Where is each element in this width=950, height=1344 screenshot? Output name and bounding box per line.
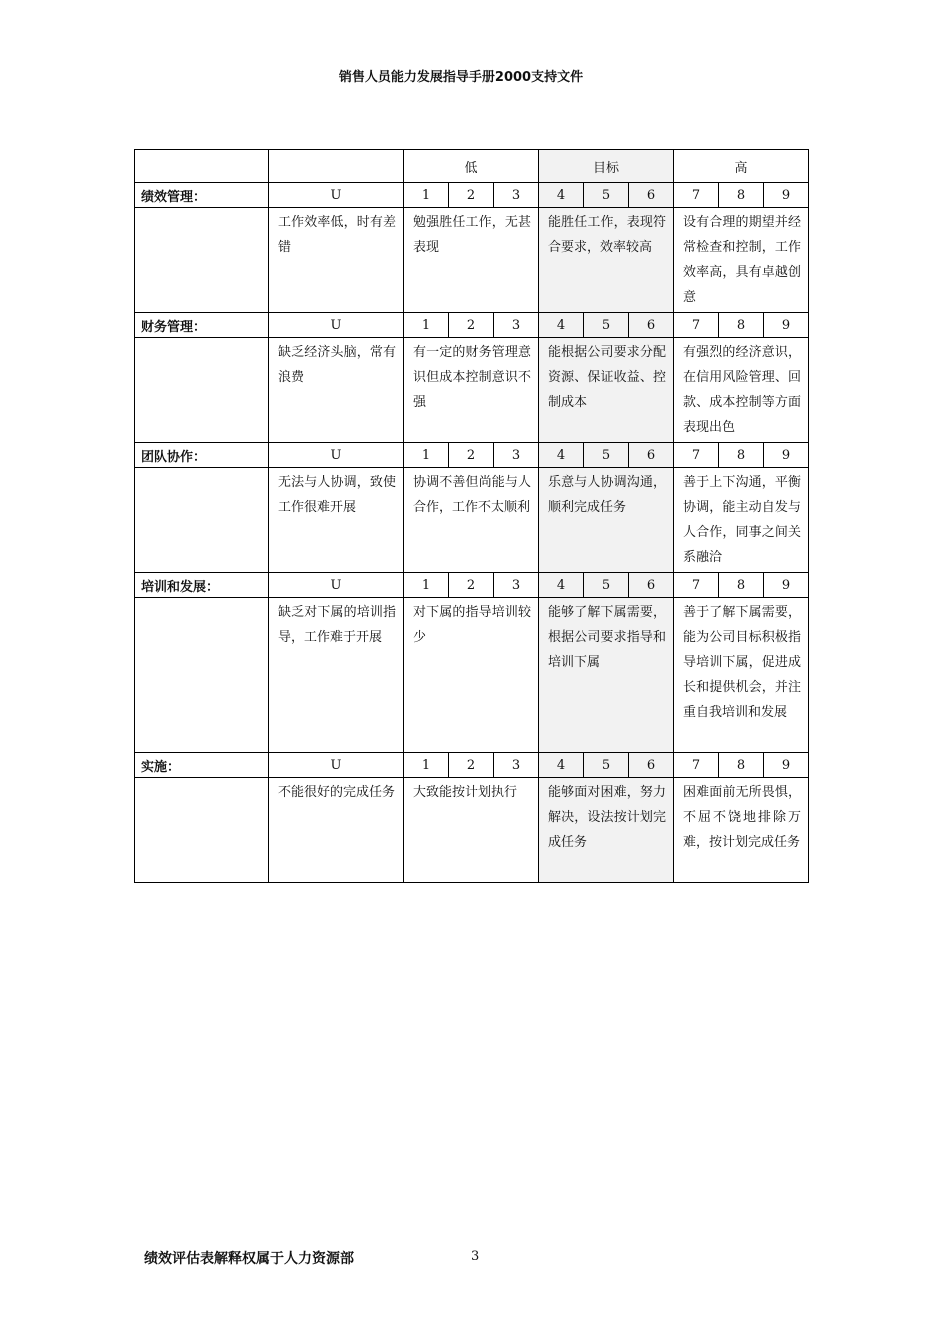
description-target: 能够了解下属需要，根据公司要求指导和培训下属 (539, 598, 674, 753)
description-u: 不能很好的完成任务 (269, 778, 404, 883)
score-row (135, 313, 809, 338)
score-row (135, 183, 809, 208)
score-cell-s4: 4 (539, 573, 584, 598)
category-label: 培训和发展： (135, 573, 269, 598)
description-row (135, 208, 809, 313)
category-label: 财务管理： (135, 313, 269, 338)
description-row (135, 468, 809, 573)
score-cell-s1: 1 (404, 183, 449, 208)
score-cell-s1: 1 (404, 443, 449, 468)
score-cell-s5: 5 (584, 313, 629, 338)
description-high: 善于了解下属需要，能为公司目标积极指导培训下属，促进成长和提供机会，并注重自我培训和发展 (674, 598, 809, 753)
score-cell-s8: 8 (719, 443, 764, 468)
header-u-cell (269, 150, 404, 183)
score-cell-s9: 9 (764, 443, 809, 468)
page-number: 3 (471, 1249, 480, 1264)
description-u: 无法与人协调，致使工作很难开展 (269, 468, 404, 573)
score-cell-s7: 7 (674, 573, 719, 598)
score-cell-s1: 1 (404, 753, 449, 778)
score-cell-s7: 7 (674, 183, 719, 208)
score-cell-s6: 6 (629, 443, 674, 468)
description-empty-cell (135, 778, 269, 883)
score-row (135, 443, 809, 468)
score-cell-s8: 8 (719, 313, 764, 338)
description-target: 乐意与人协调沟通，顺利完成任务 (539, 468, 674, 573)
score-cell-s6: 6 (629, 573, 674, 598)
score-cell-s5: 5 (584, 753, 629, 778)
rating-table (134, 149, 809, 883)
description-u: 缺乏经济头脑，常有浪费 (269, 338, 404, 443)
description-empty-cell (135, 468, 269, 573)
score-cell-s6: 6 (629, 313, 674, 338)
score-cell-s2: 2 (449, 573, 494, 598)
score-cell-s4: 4 (539, 183, 584, 208)
header-category-cell (135, 150, 269, 183)
category-label: 实施： (135, 753, 269, 778)
description-u: 缺乏对下属的培训指导，工作难于开展 (269, 598, 404, 753)
score-cell-s3: 3 (494, 313, 539, 338)
description-high: 困难面前无所畏惧，不屈不饶地排除万难，按计划完成任务 (674, 778, 809, 883)
description-empty-cell (135, 598, 269, 753)
score-cell-u: U (269, 313, 404, 338)
score-cell-s5: 5 (584, 443, 629, 468)
description-high: 有强烈的经济意识，在信用风险管理、回款、成本控制等方面表现出色 (674, 338, 809, 443)
score-cell-s8: 8 (719, 183, 764, 208)
score-cell-s2: 2 (449, 183, 494, 208)
score-cell-s3: 3 (494, 443, 539, 468)
description-row (135, 598, 809, 753)
description-low: 勉强胜任工作，无甚表现 (404, 208, 539, 313)
description-low: 对下属的指导培训较少 (404, 598, 539, 753)
score-cell-s2: 2 (449, 753, 494, 778)
score-cell-s2: 2 (449, 443, 494, 468)
score-cell-u: U (269, 443, 404, 468)
score-cell-u: U (269, 753, 404, 778)
score-cell-s9: 9 (764, 753, 809, 778)
score-cell-s9: 9 (764, 183, 809, 208)
score-cell-s3: 3 (494, 573, 539, 598)
score-cell-s5: 5 (584, 573, 629, 598)
score-row (135, 753, 809, 778)
category-label: 团队协作： (135, 443, 269, 468)
header-low: 低 (404, 150, 539, 183)
description-target: 能够面对困难，努力解决，设法按计划完成任务 (539, 778, 674, 883)
score-cell-s7: 7 (674, 313, 719, 338)
description-target: 能胜任工作，表现符合要求，效率较高 (539, 208, 674, 313)
score-cell-u: U (269, 573, 404, 598)
description-low: 协调不善但尚能与人合作，工作不太顺利 (404, 468, 539, 573)
description-u: 工作效率低，时有差错 (269, 208, 404, 313)
footer-text: 绩效评估表解释权属于人力资源部 (144, 1251, 354, 1267)
score-cell-s6: 6 (629, 753, 674, 778)
score-cell-s1: 1 (404, 313, 449, 338)
score-cell-s9: 9 (764, 313, 809, 338)
score-cell-s3: 3 (494, 183, 539, 208)
category-label: 绩效管理： (135, 183, 269, 208)
score-cell-s5: 5 (584, 183, 629, 208)
score-cell-s2: 2 (449, 313, 494, 338)
document-title: 销售人员能力发展指导手册2000支持文件 (338, 70, 584, 85)
score-cell-s8: 8 (719, 573, 764, 598)
description-low: 有一定的财务管理意识但成本控制意识不强 (404, 338, 539, 443)
score-cell-s1: 1 (404, 573, 449, 598)
description-empty-cell (135, 208, 269, 313)
description-row (135, 338, 809, 443)
score-cell-u: U (269, 183, 404, 208)
score-cell-s7: 7 (674, 753, 719, 778)
score-cell-s6: 6 (629, 183, 674, 208)
score-cell-s4: 4 (539, 443, 584, 468)
description-low: 大致能按计划执行 (404, 778, 539, 883)
header-target: 目标 (539, 150, 674, 183)
score-row (135, 573, 809, 598)
score-cell-s9: 9 (764, 573, 809, 598)
header-high: 高 (674, 150, 809, 183)
score-cell-s3: 3 (494, 753, 539, 778)
description-empty-cell (135, 338, 269, 443)
score-cell-s4: 4 (539, 313, 584, 338)
score-cell-s8: 8 (719, 753, 764, 778)
description-high: 设有合理的期望并经常检查和控制，工作效率高，具有卓越创意 (674, 208, 809, 313)
description-row (135, 778, 809, 883)
table-header-row (135, 150, 809, 183)
score-cell-s4: 4 (539, 753, 584, 778)
score-cell-s7: 7 (674, 443, 719, 468)
description-target: 能根据公司要求分配资源、保证收益、控制成本 (539, 338, 674, 443)
description-high: 善于上下沟通，平衡协调，能主动自发与人合作，同事之间关系融洽 (674, 468, 809, 573)
